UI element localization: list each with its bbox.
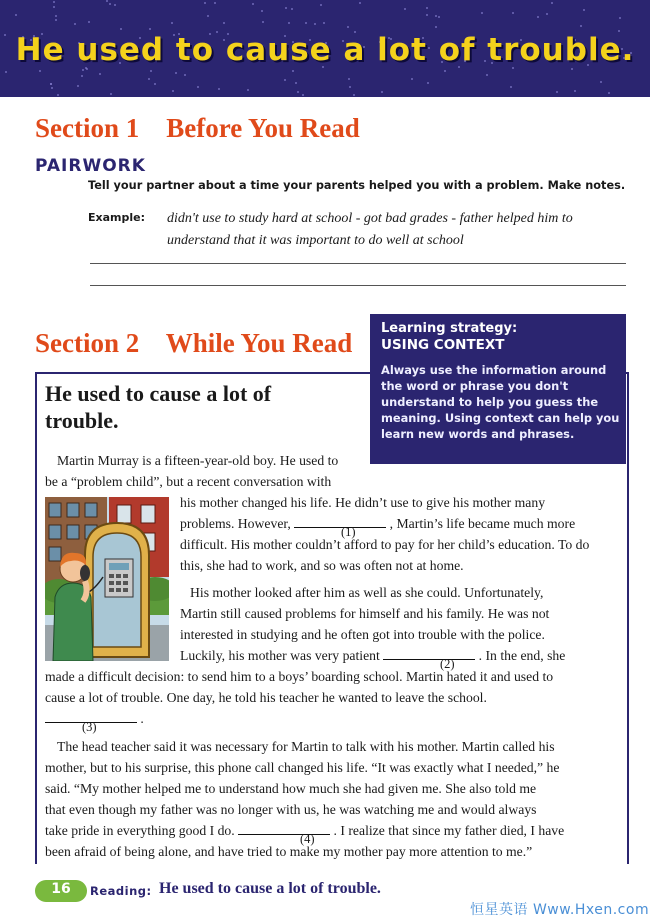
banner-dot <box>5 71 7 73</box>
banner-dot <box>120 28 122 30</box>
strategy-heading <box>381 321 517 353</box>
passage-line: mother, but to his surprise, this phone call changed his life. “It was exactly what I needed,” he <box>45 760 560 775</box>
banner-dot <box>214 2 216 4</box>
banner-dot <box>55 19 57 21</box>
banner-dot <box>261 10 263 12</box>
strategy-heading-line: Learning strategy: <box>381 321 518 336</box>
passage-line: be a “problem child”, but a recent conversation with <box>45 474 332 489</box>
pairwork-label: PAIRWORK <box>35 156 146 176</box>
banner-dot <box>175 72 177 74</box>
banner-dot <box>53 1 55 3</box>
reading-title: He used to cause a lot of trouble. <box>45 381 272 433</box>
banner-dot <box>285 7 287 9</box>
banner-dot <box>291 8 293 10</box>
passage-line: cause a lot of trouble. One day, he told his teacher he wanted to leave the school. <box>45 690 487 705</box>
passage-text: . <box>140 711 144 726</box>
banner-dot <box>114 4 116 6</box>
banner-dot <box>404 8 406 10</box>
banner-dot <box>486 74 488 76</box>
passage-line: The head teacher said it was necessary for Martin to talk with his mother. Martin called his <box>57 739 555 754</box>
banner-dot <box>438 16 440 18</box>
banner-dot <box>347 26 349 28</box>
banner-dot <box>81 75 83 77</box>
banner-dot <box>600 81 602 83</box>
banner-dot <box>77 85 79 87</box>
banner-dot <box>284 79 286 81</box>
banner-dot <box>297 91 299 93</box>
banner-dot <box>204 2 206 4</box>
banner-dot <box>99 73 101 75</box>
banner-dot <box>349 86 351 88</box>
banner-dot <box>305 22 307 24</box>
passage-line: said. “My mother helped me to understand how much she had given me. She also told me <box>45 781 537 796</box>
banner-dot <box>537 16 539 18</box>
banner-dot <box>88 21 90 23</box>
banner-dot <box>510 86 512 88</box>
passage-text: . In the end, she <box>478 648 566 663</box>
banner-dot <box>512 12 514 14</box>
banner-dot <box>556 91 558 93</box>
passage-line <box>180 513 575 534</box>
strategy-body: Always use the information around the word or phrase you don't understand to help you guess the meaning. Using context can help you learn new words and phrases. <box>381 363 620 441</box>
blank-number: (1) <box>341 525 356 539</box>
passage-line: His mother looked after him as well as she could. Unfortunately, <box>190 585 544 600</box>
pairwork-instruction: Tell your partner about a time your parents helped you with a problem. Make notes. <box>88 179 626 192</box>
banner-dot <box>15 14 17 16</box>
banner-dot <box>348 78 350 80</box>
blank-number: (4) <box>300 832 315 846</box>
banner-dot <box>262 21 264 23</box>
banner-dot <box>359 2 361 4</box>
banner-dot <box>149 28 151 30</box>
learning-strategy-box <box>370 314 626 464</box>
blank-number: (2) <box>440 657 455 671</box>
phone-booth-illustration <box>45 497 169 661</box>
title-banner <box>0 0 650 97</box>
banner-dot <box>574 90 576 92</box>
banner-dot <box>381 91 383 93</box>
example-text: didn't use to study hard at school - got bad grades - father helped him to understand that it was important to do well at school <box>167 211 573 248</box>
passage-line: this, she had to work, and so was often not at home. <box>180 558 464 573</box>
passage-line <box>180 645 565 666</box>
banner-dot <box>51 87 53 89</box>
banner-dot <box>53 6 55 8</box>
banner-dot <box>218 88 220 90</box>
page-number: 16 <box>51 881 71 897</box>
blank-4-field[interactable] <box>238 822 330 835</box>
banner-dot <box>110 93 112 95</box>
banner-dot <box>50 83 52 85</box>
banner-dot <box>583 9 585 11</box>
banner-dot <box>223 22 225 24</box>
banner-dot <box>247 89 249 91</box>
banner-dot <box>411 78 413 80</box>
banner-dot <box>426 14 428 16</box>
banner-dot <box>314 23 316 25</box>
banner-dot <box>323 22 325 24</box>
banner-dot <box>171 22 173 24</box>
passage-text: . I realize that since my father died, I have <box>333 823 565 838</box>
banner-dot <box>292 70 294 72</box>
banner-dot <box>207 15 209 17</box>
passage-line: his mother changed his life. He didn’t use to give his mother many <box>180 495 546 510</box>
banner-dot <box>150 70 152 72</box>
banner-dot <box>435 26 437 28</box>
passage-line: difficult. His mother couldn’t afford to pay for her child’s education. To do <box>180 537 590 552</box>
watermark: 恒星英语 Www.Hxen.com <box>470 902 650 918</box>
banner-dot <box>580 25 582 27</box>
notes-line[interactable] <box>90 263 626 264</box>
blank-2-field[interactable] <box>383 647 475 660</box>
banner-dot <box>197 86 199 88</box>
banner-dot <box>546 13 548 15</box>
page-title: He used to cause a lot of trouble. <box>15 32 635 68</box>
banner-dot <box>551 2 553 4</box>
banner-dot <box>184 74 186 76</box>
banner-dot <box>154 83 156 85</box>
passage-line: made a difficult decision: to send him to a boys’ boarding school. Martin hated it and used to <box>45 669 554 684</box>
banner-dot <box>320 4 322 6</box>
passage-line: been afraid of being alone, and have tried to make my mother pay more attention to me.” <box>45 844 533 859</box>
passage-text: take pride in everything good I do. <box>45 823 235 838</box>
notes-line[interactable] <box>90 285 626 286</box>
banner-dot <box>55 15 57 17</box>
banner-dot <box>427 82 429 84</box>
strategy-heading-line: USING CONTEXT <box>381 337 505 353</box>
passage-line: interested in studying and he often got into trouble with the police. <box>180 627 545 642</box>
banner-dot <box>106 0 108 2</box>
passage-text: problems. However, <box>180 516 291 531</box>
banner-dot <box>39 70 41 72</box>
passage-line: that even though my father was no longer with us, he was watching me and would always <box>45 802 537 817</box>
banner-dot <box>295 82 297 84</box>
banner-dot <box>109 3 111 5</box>
banner-dot <box>252 3 254 5</box>
banner-dot <box>481 12 483 14</box>
footer-label: Reading: <box>90 884 152 898</box>
footer-title: He used to cause a lot of trouble. <box>159 880 381 897</box>
banner-dot <box>571 68 573 70</box>
banner-dot <box>619 17 621 19</box>
banner-dot <box>444 70 446 72</box>
passage-text: Luckily, his mother was very patient <box>180 648 380 663</box>
passage-text: , Martin’s life became much more <box>389 516 576 531</box>
banner-dot <box>608 92 610 94</box>
banner-dot <box>82 69 84 71</box>
banner-dot <box>148 78 150 80</box>
banner-dot <box>435 15 437 17</box>
banner-dot <box>74 23 76 25</box>
banner-dot <box>353 94 355 96</box>
section2-title: Section 2 While You Read <box>35 328 353 358</box>
passage-line: Martin still caused problems for himself and his family. He was not <box>180 606 550 621</box>
banner-dot <box>172 90 174 92</box>
example-label: Example: <box>88 211 145 224</box>
banner-dot <box>302 94 304 96</box>
banner-dot <box>57 94 59 96</box>
section1-title: Section 1 Before You Read <box>35 113 360 143</box>
passage-line: Martin Murray is a fifteen-year-old boy. He used to <box>57 453 339 468</box>
banner-dot <box>288 22 290 24</box>
blank-number: (3) <box>82 720 97 734</box>
banner-dot <box>426 7 428 9</box>
